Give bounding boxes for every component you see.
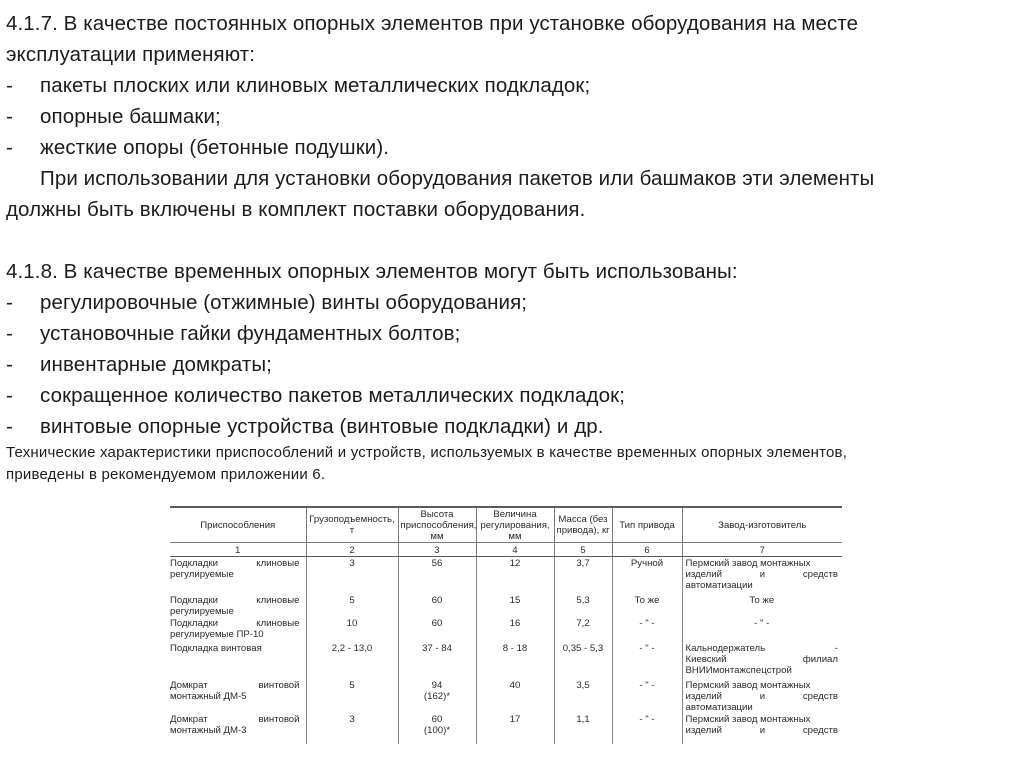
equipment-table-scan: [170, 506, 842, 746]
drive-cell: - " -: [612, 642, 682, 679]
mass-cell: 1,1: [554, 713, 612, 744]
table-column-numbers-row: [170, 543, 842, 557]
list-item: [6, 132, 1018, 163]
mass-cell: 3,5: [554, 679, 612, 713]
list-dash: -: [6, 415, 13, 438]
table-row: [170, 557, 842, 595]
adjustment-cell: 40: [476, 679, 554, 713]
device-cell: Домкрат винтовой монтажный ДМ-3: [170, 714, 300, 736]
list-item-text: пакеты плоских или клиновых металлических подкладок;: [40, 74, 591, 97]
header-cell-height: Высота приспособления, мм: [398, 507, 476, 543]
mass-cell: 7,2: [554, 617, 612, 642]
height-cell: 56: [398, 557, 476, 595]
list-dash: -: [6, 384, 13, 407]
list-item-text: опорные башмаки;: [40, 105, 221, 128]
adjustment-cell: 8 - 18: [476, 642, 554, 679]
column-number: 1: [170, 543, 306, 557]
capacity-cell: 2,2 - 13,0: [306, 642, 398, 679]
list-item: [6, 318, 1018, 349]
column-number: 5: [554, 543, 612, 557]
list-item: [6, 380, 1018, 411]
list-item: [6, 411, 1018, 442]
capacity-cell: 3: [306, 713, 398, 744]
section-417-note-line2: должны быть включены в комплект поставки оборудования.: [6, 198, 586, 221]
capacity-cell: 5: [306, 594, 398, 617]
paragraph-gap: [6, 225, 1018, 256]
drive-cell: То же: [612, 594, 682, 617]
list-item-text: инвентарные домкраты;: [40, 353, 272, 376]
list-item: [6, 101, 1018, 132]
mass-cell: 5,3: [554, 594, 612, 617]
list-dash: -: [6, 322, 13, 345]
section-417-heading-line2: эксплуатации применяют:: [6, 43, 256, 66]
adjustment-cell: 17: [476, 713, 554, 744]
list-dash: -: [6, 105, 13, 128]
drive-cell: Ручной: [612, 557, 682, 595]
table-row: [170, 713, 842, 744]
adjustment-cell: 15: [476, 594, 554, 617]
drive-cell: - " -: [612, 679, 682, 713]
header-cell-manufacturer: Завод-изготовитель: [682, 507, 842, 543]
device-cell: Подкладка винтовая: [170, 643, 262, 654]
list-item-text: установочные гайки фундаментных болтов;: [40, 322, 461, 345]
height-cell: 60 (100)*: [398, 713, 476, 744]
header-cell-device: Приспособления: [170, 507, 306, 543]
table-row: [170, 594, 842, 617]
manufacturer-cell: Пермский завод монтажных изделий и средств автоматизации: [682, 679, 842, 713]
document-text: [6, 8, 1018, 486]
height-cell: 94 (162)*: [398, 679, 476, 713]
table-row: [170, 679, 842, 713]
height-cell: 60: [398, 617, 476, 642]
section-418-note-line1: Технические характеристики приспособлений и устройств, используемых в качестве временных опорных элементов,: [6, 444, 848, 461]
section-418-note-line2: приведены в рекомендуемом приложении 6.: [6, 466, 326, 483]
column-number: 4: [476, 543, 554, 557]
manufacturer-cell: Пермский завод монтажных изделий и средств автоматизации: [682, 557, 842, 595]
table-row: [170, 642, 842, 679]
device-cell: Подкладки клиновые регулируемые ПР-10: [170, 618, 300, 640]
mass-cell: 0,35 - 5,3: [554, 642, 612, 679]
list-dash: -: [6, 136, 13, 159]
list-item-text: регулировочные (отжимные) винты оборудования;: [40, 291, 528, 314]
list-item-text: жесткие опоры (бетонные подушки).: [40, 136, 390, 159]
list-dash: -: [6, 74, 13, 97]
capacity-cell: 10: [306, 617, 398, 642]
header-cell-drive: Тип привода: [612, 507, 682, 543]
list-dash: -: [6, 353, 13, 376]
manufacturer-cell: Кальнодержатель - Киевский филиал ВНИИмонтажспецстрой: [682, 642, 842, 679]
section-418-heading: 4.1.8. В качестве временных опорных элементов могут быть использованы:: [6, 260, 738, 283]
adjustment-cell: 16: [476, 617, 554, 642]
capacity-cell: 5: [306, 679, 398, 713]
list-item: [6, 349, 1018, 380]
header-cell-capacity: Грузоподъемность, т: [306, 507, 398, 543]
section-417-heading-line1: 4.1.7. В качестве постоянных опорных элементов при установке оборудования на месте: [6, 12, 859, 35]
device-cell: Подкладки клиновые регулируемые: [170, 558, 300, 580]
height-cell: 60: [398, 594, 476, 617]
section-417-note-line1: При использовании для установки оборудования пакетов или башмаков эти элементы: [40, 167, 875, 190]
manufacturer-cell: - " -: [682, 617, 842, 642]
column-number: 7: [682, 543, 842, 557]
drive-cell: - " -: [612, 617, 682, 642]
manufacturer-cell: Пермский завод монтажных изделий и средств: [682, 713, 842, 744]
capacity-cell: 3: [306, 557, 398, 595]
height-cell: 37 - 84: [398, 642, 476, 679]
column-number: 3: [398, 543, 476, 557]
mass-cell: 3,7: [554, 557, 612, 595]
list-item: [6, 287, 1018, 318]
equipment-table: [170, 506, 842, 744]
column-number: 6: [612, 543, 682, 557]
header-cell-adjustment: Величина регулирования, мм: [476, 507, 554, 543]
manufacturer-cell: То же: [682, 594, 842, 617]
header-cell-mass: Масса (без привода), кг: [554, 507, 612, 543]
list-item-text: винтовые опорные устройства (винтовые подкладки) и др.: [40, 415, 604, 438]
drive-cell: - " -: [612, 713, 682, 744]
list-item-text: сокращенное количество пакетов металлических подкладок;: [40, 384, 625, 407]
adjustment-cell: 12: [476, 557, 554, 595]
table-row: [170, 617, 842, 642]
table-header-row: [170, 507, 842, 543]
list-item: [6, 70, 1018, 101]
column-number: 2: [306, 543, 398, 557]
list-dash: -: [6, 291, 13, 314]
device-cell: Подкладки клиновые регулируемые: [170, 595, 300, 617]
device-cell: Домкрат винтовой монтажный ДМ-5: [170, 680, 300, 702]
